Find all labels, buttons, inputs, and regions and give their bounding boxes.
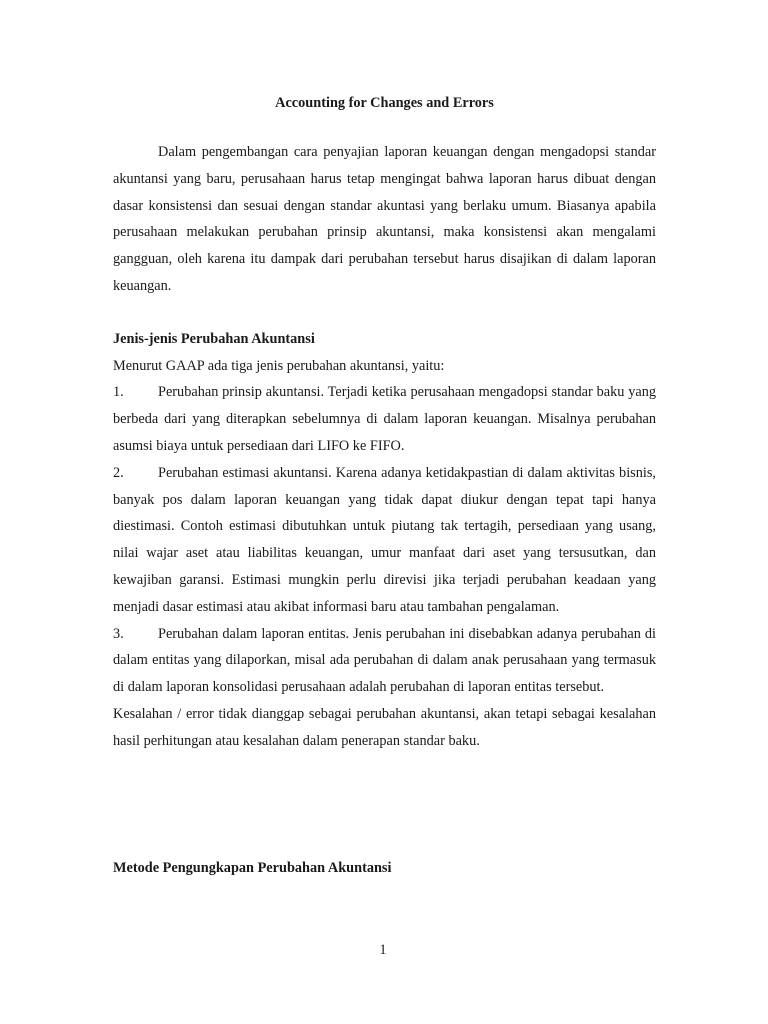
- list-item-1: [113, 379, 656, 459]
- section-lead: Menurut GAAP ada tiga jenis perubahan akuntansi, yaitu:: [113, 357, 445, 374]
- document-body: [113, 94, 656, 881]
- document-title: Accounting for Changes and Errors: [275, 95, 494, 111]
- list-text: Perubahan estimasi akuntansi. Karena adanya ketidakpastian di dalam aktivitas bisnis, banyak pos dalam laporan keuangan yang tidak dapat diukur dengan tepat tapi hanya diestimasi. Contoh estimasi dibutuhkan untuk piutang tak tertagih, persediaan yang usang, nilai wajar aset atau liabilitas keuangan, umur manfaat dari aset yang tersusutkan, dan kewajiban garansi. Estimasi mungkin perlu direvisi jika terjadi perubahan keadaan yang menjadi dasar estimasi atau akibat informasi baru atau tambahan pengalaman.: [113, 464, 656, 615]
- list-number: 1.: [113, 384, 124, 401]
- spacer: [113, 300, 656, 326]
- spacer: [113, 755, 656, 855]
- section-heading-methods: Metode Pengungkapan Perubahan Akuntansi: [113, 859, 392, 876]
- page-number: [0, 942, 768, 959]
- page-number-text: 1: [379, 942, 387, 958]
- list-text: Perubahan dalam laporan entitas. Jenis perubahan ini disebabkan adanya perubahan di dalam entitas yang dilaporkan, misal ada perubahan di dalam anak perusahaan yang termasuk di dalam laporan konsolidasi perusahaan adalah perubahan di laporan entitas tersebut.: [113, 625, 656, 696]
- list-number: 3.: [113, 625, 124, 642]
- list-number: 2.: [113, 464, 124, 481]
- intro-paragraph: Dalam pengembangan cara penyajian laporan keuangan dengan mengadopsi standar akuntansi yang baru, perusahaan harus tetap mengingat bahwa laporan harus dibuat dengan dasar konsistensi dan sesuai dengan standar akuntasi yang berlaku umum. Biasanya apabila perusahaan melakukan perubahan prinsip akuntansi, maka konsistensi akan mengalami gangguan, oleh karena itu dampak dari perubahan tersebut harus disajikan di dalam laporan keuangan.: [113, 144, 656, 294]
- section-heading-types: Jenis-jenis Perubahan Akuntansi: [113, 330, 315, 347]
- list-text: Perubahan prinsip akuntansi. Terjadi ketika perusahaan mengadopsi standar baku yang berbeda dari yang diterapkan sebelumnya di dalam laporan keuangan. Misalnya perubahan asumsi biaya untuk persediaan dari LIFO ke FIFO.: [113, 384, 656, 454]
- list-item-3: [113, 621, 656, 701]
- closing-paragraph: Kesalahan / error tidak dianggap sebagai perubahan akuntansi, akan tetapi sebagai kesalahan hasil perhitungan atau kesalahan dalam penerapan standar baku.: [113, 705, 656, 749]
- list-item-2: [113, 460, 656, 621]
